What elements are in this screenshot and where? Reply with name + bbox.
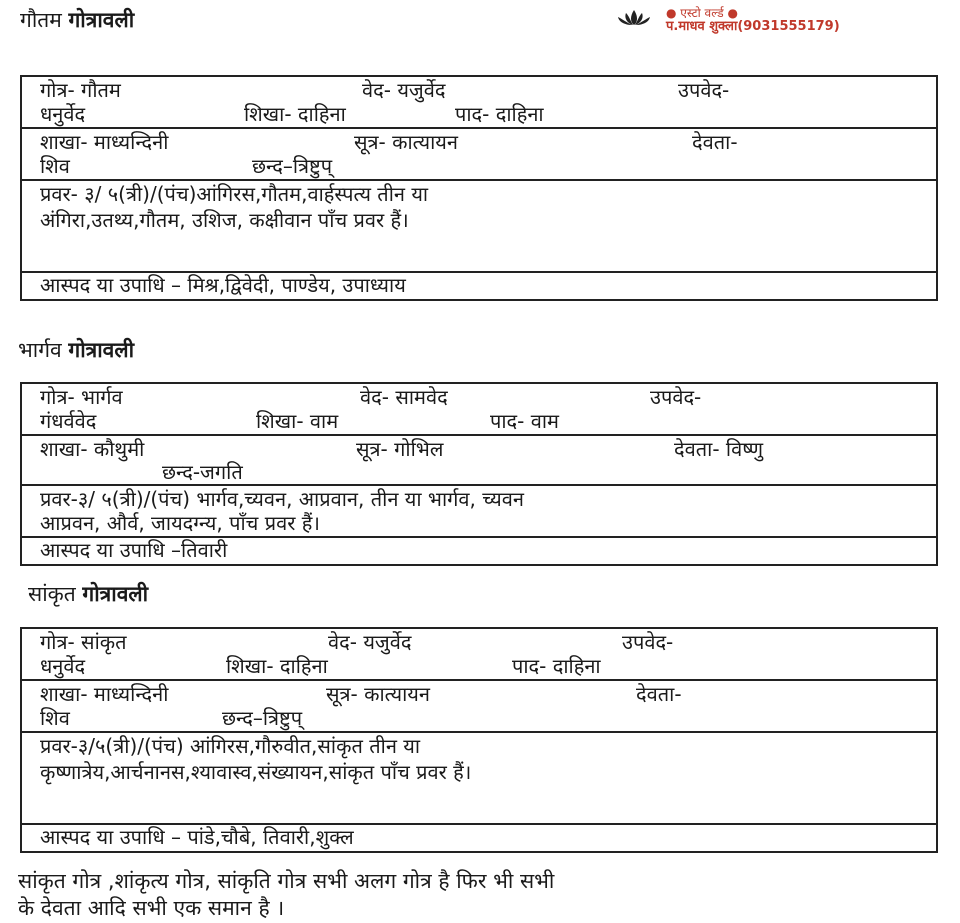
shikha-label: शिखा- दाहिना [244, 102, 346, 126]
sutra-label: सूत्र- कात्यायन [354, 130, 458, 154]
row-aspada [22, 273, 936, 299]
footer-note-line-1: सांकृत गोत्र ,शांकृत्य गोत्र, सांकृति गोत्र सभी अलग गोत्र है फिर भी सभी [18, 869, 555, 893]
gotra-table-bhargav [20, 382, 938, 566]
chhanda-label: छन्द-जगति [162, 460, 243, 484]
row-pravara [22, 733, 936, 825]
row-shakha-sutra [22, 129, 936, 181]
shakha-label: शाखा- माध्यन्दिनी [40, 130, 169, 154]
brand-logo [612, 4, 952, 34]
chhanda-label: छन्द–त्रिष्टुप् [252, 154, 333, 178]
upaveda-label: उपवेद- [650, 385, 702, 409]
row-pravara [22, 181, 936, 273]
chhanda-label: छन्द–त्रिष्टुप् [222, 706, 303, 730]
heading-bold: गोत्रावली [82, 582, 149, 606]
pravara-line-2: कृष्णात्रेय,आर्चनानस,श्यावास्व,संख्यायन,सांकृत पाँच प्रवर हैं। [40, 760, 472, 784]
row-shakha-sutra [22, 681, 936, 733]
gotra-label: गोत्र- भार्गव [40, 385, 123, 409]
shakha-label: शाखा- माध्यन्दिनी [40, 682, 169, 706]
row-shakha-sutra [22, 436, 936, 486]
sutra-label: सूत्र- गोभिल [356, 437, 444, 461]
lotus-logo-icon [612, 8, 656, 26]
upaveda-value: धनुर्वेद [40, 654, 86, 678]
gotra-label: गोत्र- सांकृत [40, 630, 127, 654]
heading-bold: गोत्रावली [68, 8, 135, 32]
gotra-table-gautam [20, 75, 938, 301]
shakha-label: शाखा- कौथुमी [40, 437, 145, 461]
pravara-line-1: प्रवर-३/५(त्री)/(पंच) आंगिरस,गौरुवीत,सांकृत तीन या [40, 734, 421, 758]
pada-label: पाद- दाहिना [455, 102, 544, 126]
devata-value: शिव [40, 154, 70, 178]
section-heading-gautam [20, 6, 134, 34]
veda-label: वेद- यजुर्वेद [328, 630, 412, 654]
devata-label: देवता- [636, 682, 682, 706]
heading-bold: गोत्रावली [68, 338, 135, 362]
aspada-label: आस्पद या उपाधि –तिवारी [40, 538, 228, 562]
gotra-label: गोत्र- गौतम [40, 78, 121, 102]
pravara-line-2: अंगिरा,उतथ्य,गौतम, उशिज, कक्षीवान पाँच प्रवर हैं। [40, 208, 409, 232]
heading-prefix: गौतम [20, 8, 62, 32]
upaveda-value: गंधर्ववेद [40, 409, 97, 433]
aspada-label: आस्पद या उपाधि – मिश्र,द्विवेदी, पाण्डेय, उपाध्याय [40, 273, 406, 297]
pada-label: पाद- दाहिना [512, 654, 601, 678]
aspada-label: आस्पद या उपाधि – पांडे,चौबे, तिवारी,शुक्ल [40, 825, 354, 849]
heading-prefix: भार्गव [18, 338, 62, 362]
upaveda-value: धनुर्वेद [40, 102, 86, 126]
upaveda-label: उपवेद- [678, 78, 730, 102]
upaveda-label: उपवेद- [622, 630, 674, 654]
sutra-label: सूत्र- कात्यायन [326, 682, 430, 706]
row-gotra-veda [22, 629, 936, 681]
shikha-label: शिखा- दाहिना [226, 654, 328, 678]
veda-label: वेद- यजुर्वेद [362, 78, 446, 102]
row-gotra-veda [22, 77, 936, 129]
row-aspada [22, 825, 936, 851]
gotra-table-sankrit [20, 627, 938, 853]
devata-label: देवता- [692, 130, 738, 154]
devata-value: शिव [40, 706, 70, 730]
footer-note-line-2: के देवता आदि सभी एक समान है । [18, 896, 285, 920]
section-heading-sankrit [28, 580, 148, 608]
pravara-line-2: आप्रवन, और्व, जायदग्न्य, पाँच प्रवर हैं। [40, 511, 320, 535]
row-aspada [22, 538, 936, 564]
section-heading-bhargav [18, 336, 134, 364]
veda-label: वेद- सामवेद [360, 385, 448, 409]
logo-contact: प.माधव शुक्ला(9031555179) [666, 19, 840, 34]
devata-label: देवता- विष्णु [674, 437, 764, 461]
row-gotra-veda [22, 384, 936, 436]
pada-label: पाद- वाम [490, 409, 559, 433]
shikha-label: शिखा- वाम [256, 409, 339, 433]
heading-prefix: सांकृत [28, 582, 76, 606]
pravara-line-1: प्रवर-३/ ५(त्री)/(पंच) भार्गव,च्यवन, आप्रवान, तीन या भार्गव, च्यवन [40, 487, 524, 511]
pravara-line-1: प्रवर- ३/ ५(त्री)/(पंच)आंगिरस,गौतम,वार्हस्पत्य तीन या [40, 182, 429, 206]
row-pravara [22, 486, 936, 538]
logo-title: ● एस्टो वर्ल्ड ● [666, 6, 738, 20]
